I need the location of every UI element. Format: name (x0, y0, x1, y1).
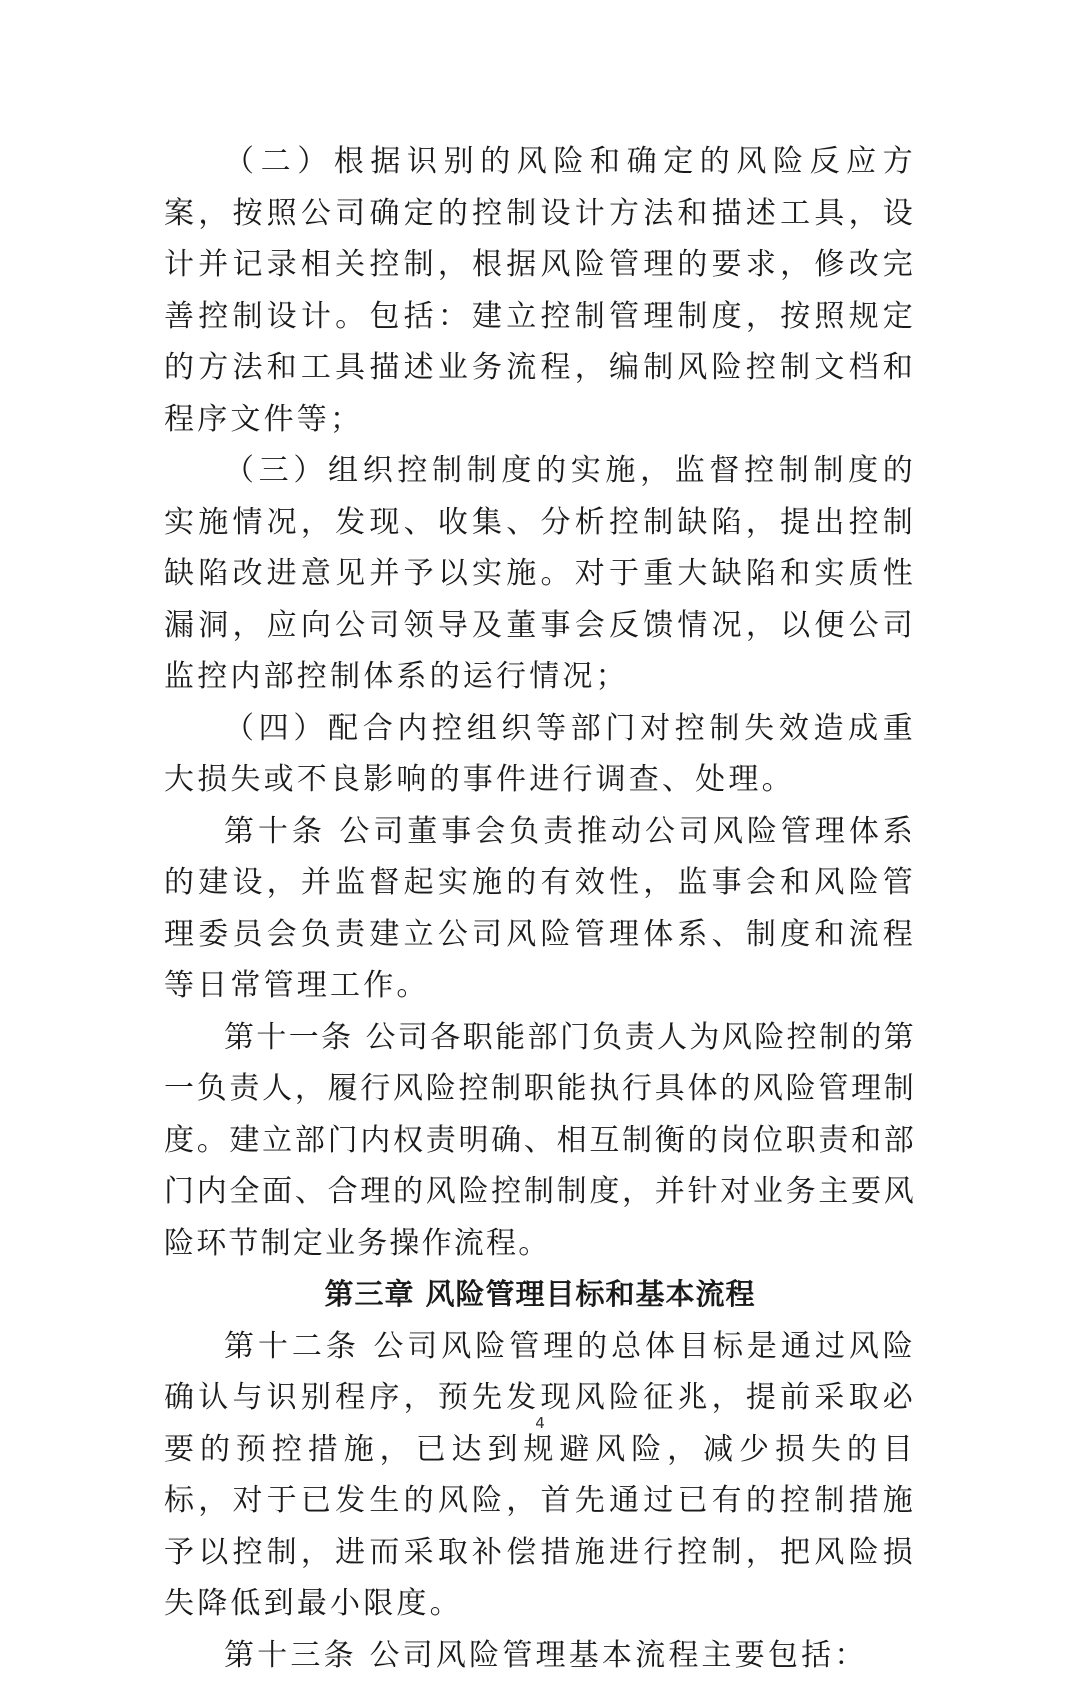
paragraph-item-3: （三）组织控制制度的实施，监督控制制度的实施情况，发现、收集、分析控制缺陷，提出控制缺陷改进意见并予以实施。对于重大缺陷和实质性漏洞，应向公司领导及董事会反馈情况，以便公司监控内部控制体系的运行情况； (164, 445, 916, 703)
paragraph-article-10: 第十条 公司董事会负责推动公司风险管理体系的建设，并监督起实施的有效性，监事会和风险管理委员会负责建立公司风险管理体系、制度和流程等日常管理工作。 (164, 806, 916, 1012)
chapter-heading: 第三章 风险管理目标和基本流程 (164, 1269, 916, 1321)
paragraph-article-11: 第十一条 公司各职能部门负责人为风险控制的第一负责人，履行风险控制职能执行具体的风险管理制度。建立部门内权责明确、相互制衡的岗位职责和部门内全面、合理的风险控制制度，并针对业务主要风险环节制定业务操作流程。 (164, 1012, 916, 1270)
document-body (164, 136, 916, 1681)
paragraph-article-12: 第十二条 公司风险管理的总体目标是通过风险确认与识别程序，预先发现风险征兆，提前采取必要的预控措施，已达到规避风险，减少损失的目标，对于已发生的风险，首先通过已有的控制措施予以控制，进而采取补偿措施进行控制，把风险损失降低到最小限度。 (164, 1321, 916, 1630)
paragraph-item-2: （二）根据识别的风险和确定的风险反应方案，按照公司确定的控制设计方法和描述工具，设计并记录相关控制，根据风险管理的要求，修改完善控制设计。包括：建立控制管理制度，按照规定的方法和工具描述业务流程，编制风险控制文档和程序文件等； (164, 136, 916, 445)
paragraph-item-4: （四）配合内控组织等部门对控制失效造成重大损失或不良影响的事件进行调查、处理。 (164, 703, 916, 806)
paragraph-article-13: 第十三条 公司风险管理基本流程主要包括： (164, 1630, 916, 1681)
page-number: 4 (0, 1414, 1080, 1432)
